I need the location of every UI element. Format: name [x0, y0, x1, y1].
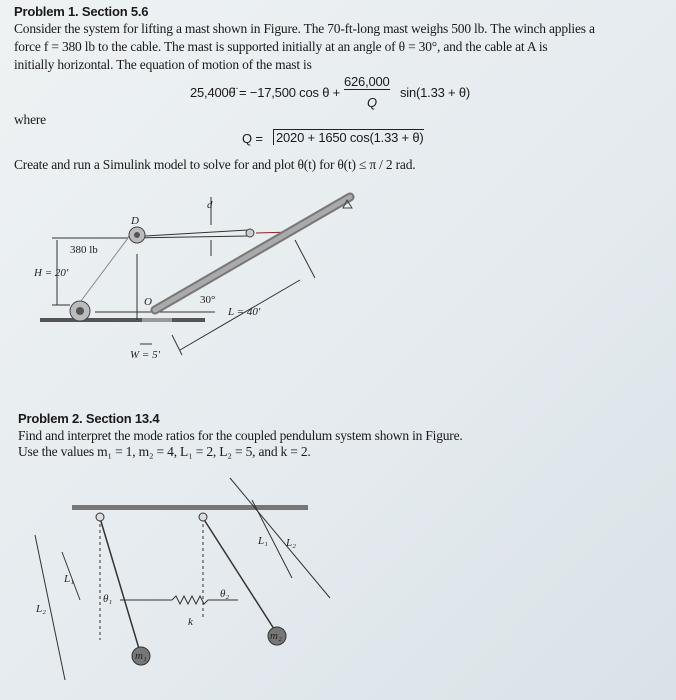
problem1-title: Problem 1. Section 5.6 — [14, 4, 149, 19]
label-L2-right: L₂ — [286, 537, 296, 549]
label-L1-right: L₁ — [258, 535, 268, 547]
q-equation-left: Q = — [242, 131, 263, 146]
problem1-line: Consider the system for lifting a mast shown in Figure. The 70-ft-long mast weighs 500 lb. The winch applies a — [14, 21, 595, 36]
label-theta2: θ₂ — [220, 588, 230, 600]
label-O: O — [144, 296, 152, 308]
q-equation-radicand: 2020 + 1650 cos(1.33 + θ) — [273, 129, 424, 145]
label-d: d — [207, 199, 213, 211]
equation-numerator: 626,000 — [344, 74, 390, 89]
label-angle: 30° — [200, 294, 216, 306]
problem1-line: initially horizontal. The equation of motion of the mast is — [14, 57, 312, 72]
label-L2-left: L₂ — [36, 603, 46, 615]
equation-denominator: Q — [367, 95, 377, 110]
problem2-line: Use the values m₁ = 1, m₂ = 4, L₁ = 2, L₂ = 5, and k = 2. — [18, 444, 311, 459]
label-theta1: θ₁ — [103, 593, 113, 605]
label-L: L = 40′ — [228, 306, 261, 318]
problem2-title: Problem 2. Section 13.4 — [18, 411, 160, 426]
label-L1-left: L₁ — [64, 573, 74, 585]
problem2-line: Find and interpret the mode ratios for the coupled pendulum system shown in Figure. — [18, 428, 463, 443]
label-H: H = 20′ — [34, 267, 69, 279]
problem1-task: Create and run a Simulink model to solve for and plot θ(t) for θ(t) ≤ π / 2 rad. — [14, 157, 416, 172]
label-W: W = 5′ — [130, 349, 160, 361]
label-m1: m₁ — [135, 650, 147, 662]
equation-left: 25,400θ̈ = −17,500 cos θ + — [190, 85, 341, 100]
label-D: D — [131, 215, 139, 227]
label-force: 380 lb — [70, 244, 98, 256]
equation-right: sin(1.33 + θ) — [400, 85, 471, 100]
where-label: where — [14, 112, 46, 127]
problem1-line: force f = 380 lb to the cable. The mast is supported initially at an angle of θ = 30°, and the cable at A is — [14, 39, 548, 54]
label-m2: m₂ — [270, 630, 282, 642]
label-k: k — [188, 616, 193, 628]
